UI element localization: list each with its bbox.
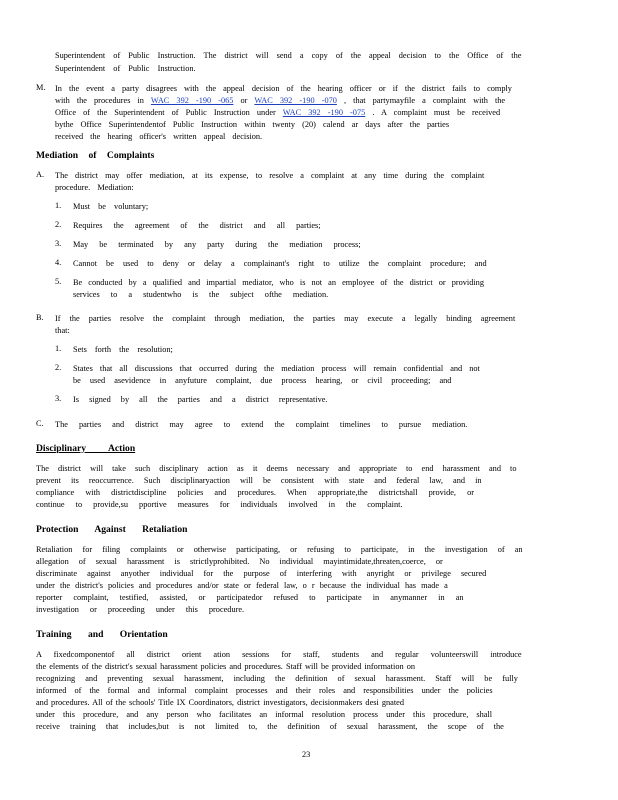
item-m-line5: received the hearing officer's written appeal decision. (55, 132, 263, 141)
mediation-heading: Mediation of Complaints (36, 150, 155, 161)
item-m-line2 (55, 95, 505, 106)
mediation-b-marker: B. (36, 313, 44, 322)
mediation-a-item4: Cannot be used to deny or delay a complainant's right to utilize the complaint procedure; and (73, 259, 487, 268)
wac-392-190-070-link[interactable]: WAC 392 -190 -070 (254, 96, 337, 105)
wac-392-190-065-link[interactable]: WAC 392 -190 -065 (150, 96, 234, 105)
mediation-a-marker: A. (36, 170, 45, 179)
mediation-c-marker: C. (36, 419, 44, 428)
mediation-c-line1: The parties and district may agree to extend the complaint timelines to pursue mediation. (55, 420, 468, 429)
disciplinary-line1: The district will take such disciplinary action as it deems necessary and appropriate to end harassment and to (36, 464, 517, 473)
mediation-a-item3-num: 3. (55, 239, 62, 248)
item-m-line4: bythe Office Superintendentof Public Instruction within twenty (20) calend ar days after the parties (55, 120, 450, 129)
disciplinary-line2: prevent its reoccurrence. Such disciplinaryaction will be consistent with state and federal law, and in (36, 476, 482, 485)
mediation-a-line2: procedure. Mediation: (55, 183, 134, 192)
mediation-a-item4-num: 4. (55, 258, 62, 267)
training-line2: the elements of the district's sexual harassment policies and procedures. Staff will be provided information on (36, 662, 416, 671)
mediation-a-item5-num: 5. (55, 277, 62, 286)
training-line5: and procedures. All of the schools' Title IX Coordinators, district investigators, decisionmakers desi gnated (36, 698, 404, 707)
mediation-a-item5-line2: services to a studentwho is the subject ofthe mediation. (73, 290, 329, 299)
mediation-b-item2-num: 2. (55, 363, 62, 372)
disciplinary-line4: continue to provide,su pportive measures for individuals involved in the complaint. (36, 500, 403, 509)
item-m-or: or (240, 96, 248, 105)
page-number: 23 (302, 750, 311, 759)
training-line4: informed of the formal and informal complaint processes and their roles and responsibilities under the policies (36, 686, 493, 695)
mediation-a-item3: May be terminated by any party during the mediation process; (73, 240, 361, 249)
mediation-b-item3-num: 3. (55, 394, 62, 403)
training-heading: Training and Orientation (36, 629, 168, 640)
mediation-a-line1: The district may offer mediation, at its expense, to resolve a complaint at any time during the complaint (55, 171, 485, 180)
protection-line1: Retaliation for filing complaints or otherwise participating, or refusing to participate, in the investigation of an (36, 545, 523, 554)
mediation-b-item1-num: 1. (55, 344, 62, 353)
mediation-b-line2: that: (55, 326, 70, 335)
item-m-line3-post: . A complaint must be received (372, 108, 501, 117)
protection-line4: under the district's policies and procedures and/or state or federal law, o r because the individual has made a (36, 581, 448, 590)
training-line6: under this procedure, and any person who facilitates an informal resolution process under this procedure, shall (36, 710, 493, 719)
mediation-b-item2-line2: be used asevidence in anyfuture complaint, due process hearing, or civil proceeding; and (73, 376, 452, 385)
mediation-a-item1-num: 1. (55, 201, 62, 210)
item-m-line1: In the event a party disagrees with the appeal decision of the hearing officer or if the district fails to comply (55, 84, 512, 93)
training-line7: receive training that includes,but is not limited to, the definition of sexual harassment, the scope of the (36, 722, 504, 731)
mediation-b-item3: Is signed by all the parties and a district representative. (73, 395, 328, 404)
protection-line6: investigation or proceeding under this procedure. (36, 605, 245, 614)
training-line3: recognizing and preventing sexual harassment, including the definition of sexual harassment. Staff will be fully (36, 674, 518, 683)
mediation-a-item2: Requires the agreement of the district and all parties; (73, 221, 321, 230)
mediation-a-item5-line1: Be conducted by a qualified and impartial mediator, who is not an employee of the district or providing (73, 278, 484, 287)
mediation-a-item1: Must be voluntary; (73, 202, 149, 211)
mediation-a-item2-num: 2. (55, 220, 62, 229)
item-m-line3 (55, 107, 500, 118)
mediation-b-line1: If the parties resolve the complaint through mediation, the parties may execute a legally binding agreement (55, 314, 516, 323)
disciplinary-heading: Disciplinary Action (36, 443, 136, 454)
item-m-marker: M. (36, 83, 46, 92)
item-m-line2-pre: with the procedures in (55, 96, 144, 105)
item-m-line2-post: , that partymayfile a complaint with the (343, 96, 506, 105)
protection-line3: discriminate against anyother individual for the purpose of interfering with anyright or privilege secured (36, 569, 487, 578)
protection-line5: reporter complaint, testified, assisted, or participatedor refused to participate in anymanner in an (36, 593, 464, 602)
item-m-line3-pre: Office of the Superintendent of Public Instruction under (55, 108, 276, 117)
protection-line2: allegation of sexual harassment is strictlyprohibited. No individual mayintimidate,threaten,coerce, or (36, 557, 443, 566)
wac-392-190-075-link[interactable]: WAC 392 -190 -075 (282, 108, 366, 117)
para-top-line2: Superintendent of Public Instruction. (55, 64, 196, 73)
para-top-line1: Superintendent of Public Instruction. The district will send a copy of the appeal decision to the Office of the (55, 51, 522, 60)
training-line1: A fixedcomponentof all district orient ation sessions for staff, students and regular volunteerswill introduce (36, 650, 522, 659)
mediation-b-item1: Sets forth the resolution; (73, 345, 173, 354)
disciplinary-line3: compliance with districtdiscipline policies and procedures. When appropriate,the districtshall provide, or (36, 488, 474, 497)
mediation-b-item2-line1: States that all discussions that occurred during the mediation process will remain confidential and not (73, 364, 480, 373)
protection-heading: Protection Against Retaliation (36, 524, 188, 535)
